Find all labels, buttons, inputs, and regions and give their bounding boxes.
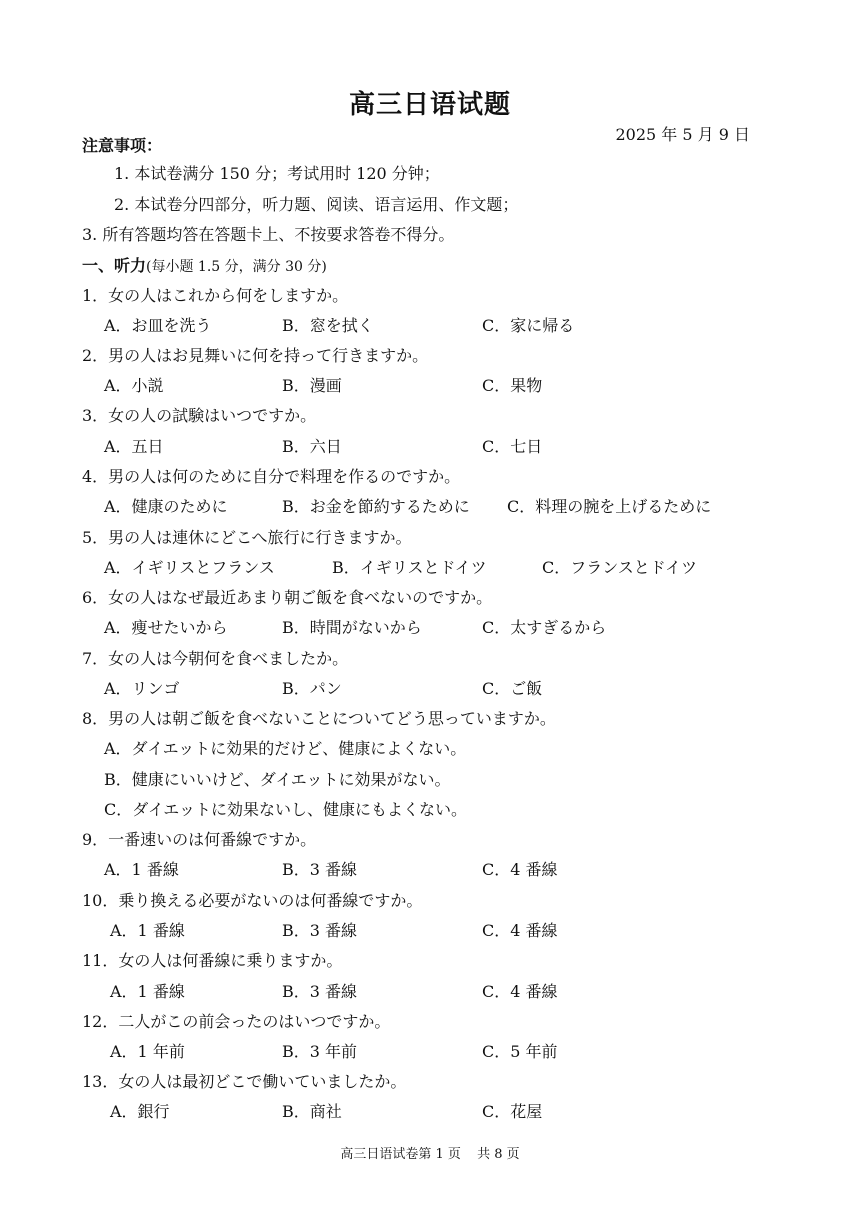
option-c: C．料理の腕を上げるために (507, 497, 712, 516)
option-a: A．1 年前 (110, 1042, 185, 1061)
question-text: 11．女の人は何番線に乗りますか。 (82, 951, 343, 970)
option-b: B．六日 (282, 437, 342, 456)
question-text: 9．一番速いのは何番線ですか。 (82, 830, 317, 849)
option-b: B．3 番線 (282, 921, 358, 940)
option-row (104, 615, 784, 637)
option-b: B．イギリスとドイツ (332, 558, 487, 577)
question-text: 7．女の人は今朝何を食べましたか。 (82, 649, 349, 668)
option-a: A．リンゴ (104, 679, 180, 698)
option-b: B．窓を拭く (282, 316, 374, 335)
option-b: B．商社 (282, 1102, 342, 1121)
option-row (104, 555, 784, 577)
option-a: A．1 番線 (110, 921, 185, 940)
question-text: 4．男の人は何のために自分で料理を作るのですか。 (82, 467, 461, 486)
question-text: 2．男の人はお見舞いに何を持って行きますか。 (82, 346, 429, 365)
option-a: A．1 番線 (110, 982, 185, 1001)
option-b: B．3 番線 (282, 982, 358, 1001)
option-a: A．イギリスとフランス (104, 558, 275, 577)
option-c: C．4 番線 (482, 860, 558, 879)
option-a: A．五日 (104, 437, 164, 456)
option-c: C．太すぎるから (482, 618, 607, 637)
option-a: A．1 番線 (104, 860, 179, 879)
option-b: B．3 年前 (282, 1042, 358, 1061)
question-text: 8．男の人は朝ご飯を食べないことについてどう思っていますか。 (82, 709, 556, 728)
option-a: A．健康のために (104, 497, 228, 516)
question-text: 12．二人がこの前会ったのはいつですか。 (82, 1012, 391, 1031)
footer-total-pages: 共 8 页 (477, 1147, 520, 1162)
notice-item: 3. 所有答题均答在答题卡上、不按要求答卷不得分。 (82, 225, 455, 244)
notice-item: 2. 本试卷分四部分，听力题、阅读、语言运用、作文题； (114, 195, 519, 214)
option-row (104, 857, 784, 879)
option-row (104, 1099, 784, 1121)
question-text: 10．乗り換える必要がないのは何番線ですか。 (82, 891, 423, 910)
option-c: C．4 番線 (482, 921, 558, 940)
option-b: B．時間がないから (282, 618, 422, 637)
option-row (104, 494, 784, 516)
option-row (104, 1039, 784, 1061)
option-b: B．3 番線 (282, 860, 358, 879)
section-title: 一、听力 (82, 256, 147, 275)
option-c: C．果物 (482, 376, 543, 395)
option-b: B．漫画 (282, 376, 342, 395)
notice-item: 1. 本试卷满分 150 分；考试用时 120 分钟； (114, 164, 440, 183)
page-footer (0, 1143, 860, 1162)
option-row (104, 313, 784, 335)
question-text: 1．女の人はこれから何をしますか。 (82, 286, 349, 305)
option-a: A．銀行 (110, 1102, 170, 1121)
option-a: A．小説 (104, 376, 164, 395)
option-c: C．4 番線 (482, 982, 558, 1001)
option-c: C．七日 (482, 437, 543, 456)
option-row (104, 918, 784, 940)
option-c: C．ダイエットに効果ないし、健康にもよくない。 (104, 800, 467, 819)
question-text: 3．女の人の試験はいつですか。 (82, 406, 317, 425)
question-text: 5．男の人は連休にどこへ旅行に行きますか。 (82, 528, 412, 547)
option-c: C．フランスとドイツ (542, 558, 697, 577)
option-row (104, 676, 784, 698)
option-a: A．ダイエットに効果的だけど、健康によくない。 (104, 739, 467, 758)
option-a: A．痩せたいから (104, 618, 228, 637)
section-heading (82, 253, 327, 276)
option-b: B．健康にいいけど、ダイエットに効果がない。 (104, 770, 451, 789)
notice-heading: 注意事项： (82, 136, 163, 155)
question-text: 6．女の人はなぜ最近あまり朝ご飯を食べないのですか。 (82, 588, 493, 607)
option-b: B．お金を節約するために (282, 497, 470, 516)
option-b: B．パン (282, 679, 342, 698)
option-c: C．花屋 (482, 1102, 543, 1121)
section-score-note: (每小题 1.5 分，满分 30 分) (146, 259, 327, 275)
option-row (104, 979, 784, 1001)
footer-page-number: 高三日语试卷第 1 页 (340, 1147, 461, 1162)
option-c: C．5 年前 (482, 1042, 558, 1061)
exam-date: 2025 年 5 月 9 日 (615, 125, 750, 144)
question-text: 13．女の人は最初どこで働いていましたか。 (82, 1072, 407, 1091)
exam-title: 高三日语试题 (348, 90, 511, 120)
option-row (104, 434, 784, 456)
option-c: C．家に帰る (482, 316, 575, 335)
option-a: A．お皿を洗う (104, 316, 212, 335)
option-c: C．ご飯 (482, 679, 543, 698)
option-row (104, 373, 784, 395)
